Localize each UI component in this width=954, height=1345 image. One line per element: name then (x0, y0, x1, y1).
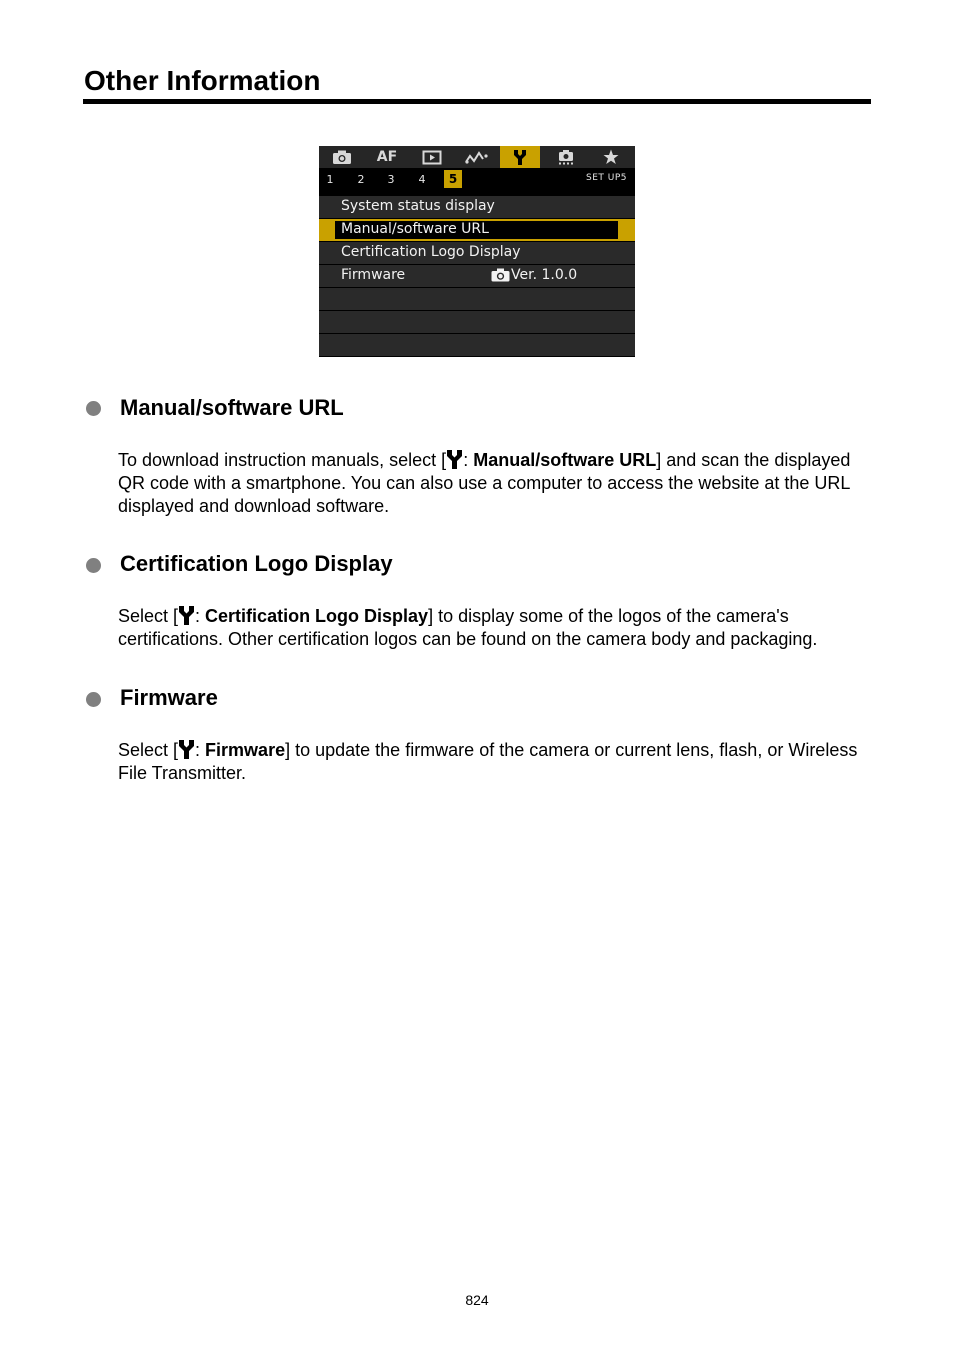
menu-item-label: Manual/software URL (341, 221, 489, 237)
page-number-1: 1 (326, 172, 334, 186)
wrench-icon (178, 605, 195, 626)
menu-item-manual-url (319, 218, 635, 241)
menu-item-label: Certification Logo Display (341, 244, 521, 260)
page-title: Other Information (84, 65, 321, 96)
camera-menu-screenshot (319, 146, 635, 357)
wrench-icon (178, 739, 195, 760)
section-text-manual-url: To download instruction manuals, select [ : Manual/software URL] and scan the displayed QR code with a smartphone. You can also use a computer to access the website at the URL displayed and download software. (118, 450, 851, 516)
bullet-icon (86, 558, 101, 573)
camera-icon (491, 268, 510, 282)
camera-menu-pages (319, 168, 635, 190)
section-text-certification: Select [ : Certification Logo Display] to display some of the logos of the camera's certifications. Other certification logos can be found on the camera body and packaging. (118, 606, 818, 649)
wrench-icon (446, 449, 463, 470)
custom-camera-icon (546, 146, 586, 168)
wireless-icon (457, 146, 497, 168)
menu-item-empty (319, 287, 635, 310)
wrench-icon (500, 146, 540, 168)
section-heading-certification: Certification Logo Display (120, 551, 393, 576)
page-number-4: 4 (418, 172, 426, 186)
camera-icon (322, 146, 362, 168)
section-text-firmware: Select [ : Firmware] to update the firmware of the camera or current lens, flash, or Wireless File Transmitter. (118, 740, 858, 783)
menu-item-certification-logo (319, 241, 635, 264)
page-number-2: 2 (357, 172, 365, 186)
playback-icon (412, 146, 452, 168)
section-heading-manual-url: Manual/software URL (120, 395, 344, 420)
section-heading-firmware: Firmware (120, 685, 218, 710)
menu-item-label: System status display (341, 198, 495, 214)
page-number: 824 (465, 1292, 489, 1308)
af-tab-label: AF (376, 149, 398, 165)
menu-item-system-status (319, 195, 635, 218)
setup-page-label: SET UP5 (586, 173, 627, 183)
firmware-version-text: Ver. 1.0.0 (511, 267, 578, 283)
menu-item-label: Firmware (341, 267, 406, 283)
title-rule (83, 99, 871, 104)
menu-item-empty (319, 333, 635, 356)
menu-item-firmware (319, 264, 635, 287)
page-number-3: 3 (387, 172, 395, 186)
firmware-version (491, 267, 577, 283)
page-number-5: 5 (444, 170, 462, 188)
menu-item-empty (319, 310, 635, 333)
star-icon (591, 146, 631, 168)
bullet-icon (86, 401, 101, 416)
camera-menu-tabs (319, 146, 635, 168)
bullet-icon (86, 692, 101, 707)
